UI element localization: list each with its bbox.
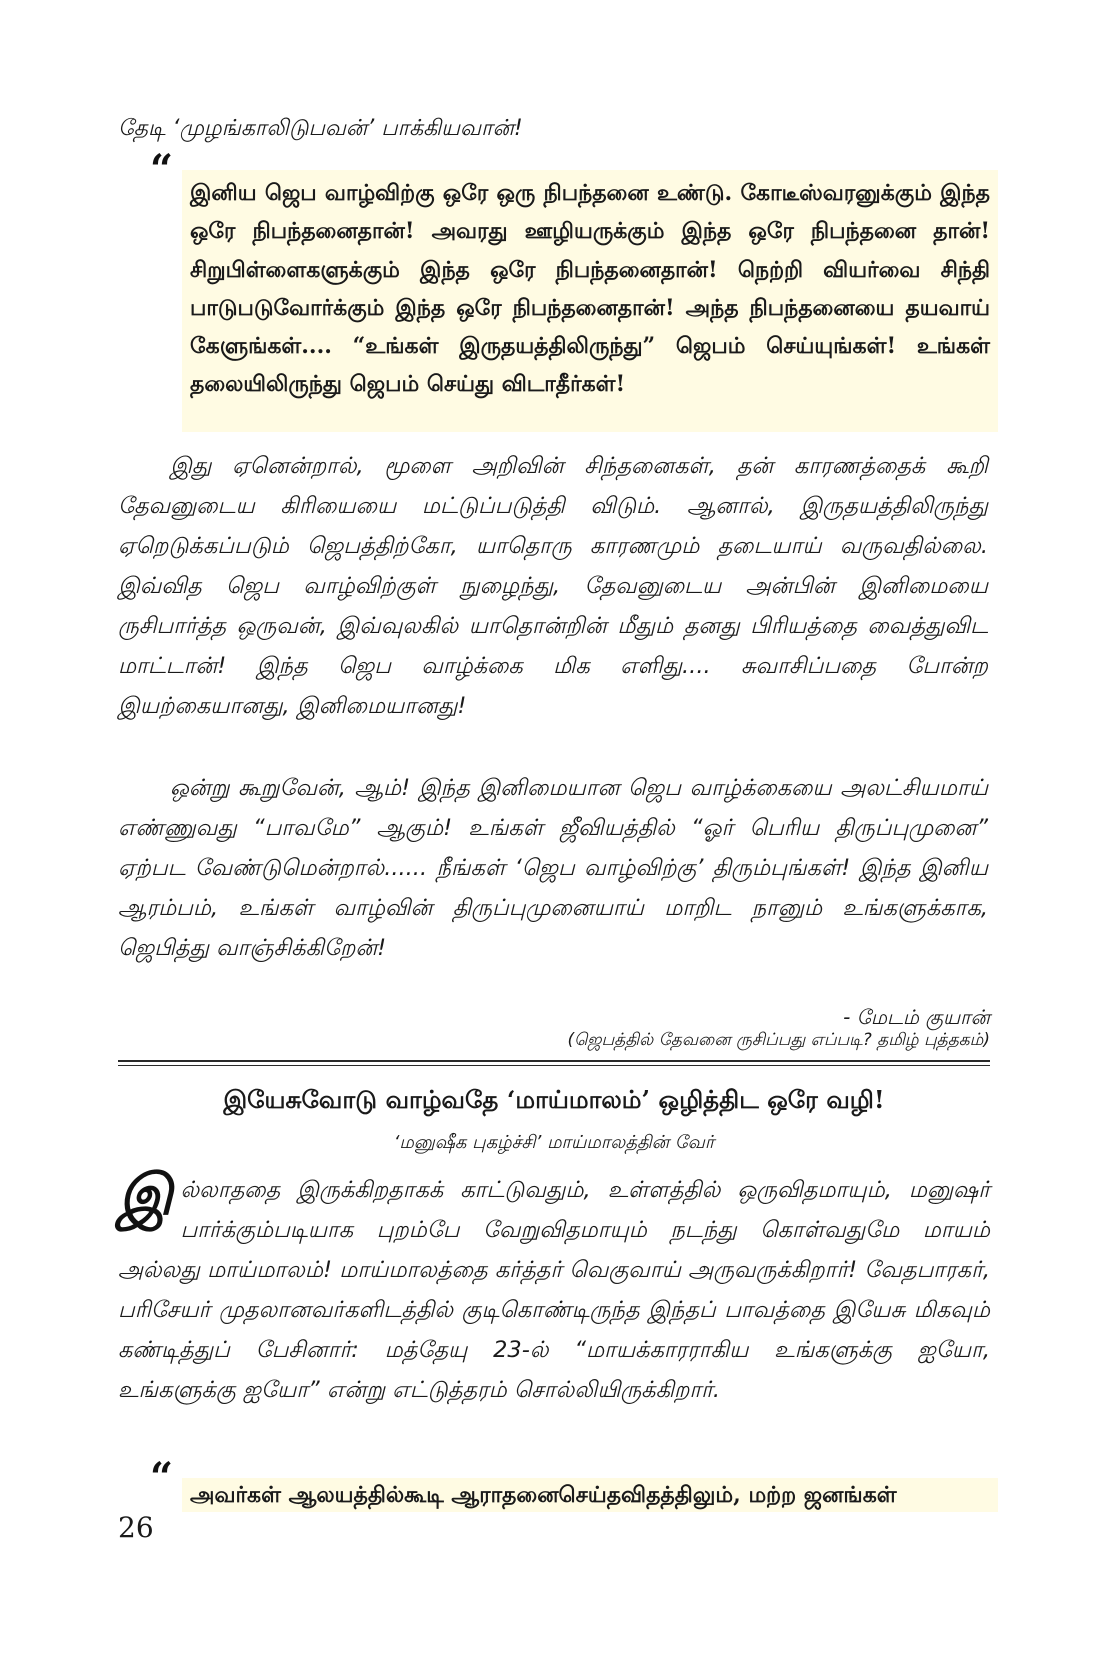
quote-block-2-text: அவர்கள் ஆலயத்தில்கூடி ஆராதனைசெய்தவிதத்திலும், மற்ற ஜனங்கள்: [190, 1482, 897, 1508]
divider-bottom: [118, 1065, 990, 1066]
page-number: 26: [118, 1511, 154, 1544]
quote-mark-1: “: [150, 146, 174, 193]
quote-block-2: [182, 1478, 998, 1512]
section-heading: இயேசுவோடு வாழ்வதே ‘மாய்மாலம்’ ஒழித்திட ஒரே வழி!: [223, 1085, 885, 1114]
quote-mark-2: “: [150, 1454, 174, 1501]
paragraph-2: ஒன்று கூறுவேன், ஆம்! இந்த இனிமையான ஜெப வாழ்க்கையை அலட்சியமாய் எண்ணுவது “பாவமே” ஆகும்! உங்கள் ஜீவியத்தில் “ஓர் பெரிய திருப்புமுனை” ஏற்பட வேண்டுமென்றால்...... நீங்கள் ‘ஜெப வாழ்விற்கு’ திரும்புங்கள்! இந்த இனிய ஆரம்பம், உங்கள் வாழ்வின் திருப்புமுனையாய் மாறிட நானும் உங்களுக்காக, ஜெபித்து வாஞ்சிக்கிறேன்!: [118, 775, 988, 961]
paragraph-3-text: ல்லாததை இருக்கிறதாகக் காட்டுவதும், உள்ளத்தில் ஒருவிதமாயும், மனுஷர் பார்க்கும்படியாக புறம்பே வேறுவிதமாயும் நடந்து கொள்வதுமே மாயம் அல்லது மாய்மாலம்! மாய்மாலத்தை கர்த்தர் வெகுவாய் அருவருக்கிறார்! வேதபாரகர், பரிசேயர் முதலானவர்களிடத்தில் குடிகொண்டிருந்த இந்தப் பாவத்தை இயேசு மிகவும் கண்டித்துப் பேசினார்: மத்தேயு 23-ல் “மாயக்காரராகிய உங்களுக்கு ஐயோ, உங்களுக்கு ஐயோ” என்று எட்டுத்தரம் சொல்லியிருக்கிறார்.: [118, 1177, 990, 1403]
opening-line: தேடி ‘முழங்காலிடுபவன்’ பாக்கியவான்!: [118, 116, 523, 141]
section-subheading: ‘மனுஷீக புகழ்ச்சி’ மாய்மாலத்தின் வேர்: [393, 1132, 715, 1153]
attribution: - மேடம் குயான்: [843, 1005, 990, 1029]
quote-block-1-text: இனிய ஜெப வாழ்விற்கு ஒரே ஒரு நிபந்தனை உண்டு. கோடீஸ்வரனுக்கும் இந்த ஒரே நிபந்தனைதான்! அவரது ஊழியருக்கும் இந்த ஒரே நிபந்தனை தான்! சிறுபிள்ளைகளுக்கும் இந்த ஒரே நிபந்தனைதான்! நெற்றி வியர்வை சிந்தி பாடுபடுவோர்க்கும் இந்த ஒரே நிபந்தனைதான்! அந்த நிபந்தனையை தயவாய் கேளுங்கள்.... “உங்கள் இருதயத்திலிருந்து” ஜெபம் செய்யுங்கள்! உங்கள் தலையிலிருந்து ஜெபம் செய்து விடாதீர்கள்!: [190, 180, 990, 398]
source-citation: (ஜெபத்தில் தேவனை ருசிப்பது எப்படி? தமிழ் புத்தகம்): [567, 1030, 990, 1050]
quote-block-1: [182, 170, 998, 432]
divider-top: [118, 1060, 990, 1062]
paragraph-1: இது ஏனென்றால், மூளை அறிவின் சிந்தனைகள், தன் காரணத்தைக் கூறி தேவனுடைய கிரியையை மட்டுப்படுத்தி விடும். ஆனால், இருதயத்திலிருந்து ஏறெடுக்கப்படும் ஜெபத்திற்கோ, யாதொரு காரணமும் தடையாய் வருவதில்லை. இவ்வித ஜெப வாழ்விற்குள் நுழைந்து, தேவனுடைய அன்பின் இனிமையை ருசிபார்த்த ஒருவன், இவ்வுலகில் யாதொன்றின் மீதும் தனது பிரியத்தை வைத்துவிட மாட்டான்! இந்த ஜெப வாழ்க்கை மிக எளிது.... சுவாசிப்பதை போன்ற இயற்கையானது, இனிமையானது!: [118, 453, 988, 719]
drop-cap: இ: [118, 1162, 173, 1228]
paragraph-3: [118, 1162, 990, 1410]
